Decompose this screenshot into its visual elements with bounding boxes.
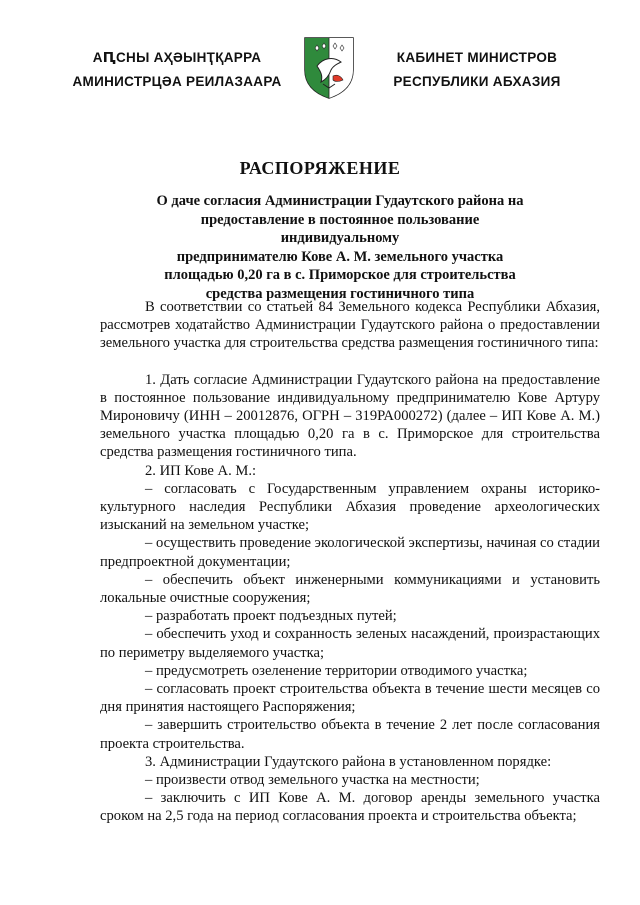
subject-line: площадью 0,20 га в с. Приморское для строительства — [164, 267, 516, 283]
document-header — [0, 36, 640, 106]
item-2-list-entry: – осуществить проведение экологической экспертизы, начиная со стадии предпроектной документации; — [100, 535, 600, 570]
item-3-heading: 3. Администрации Гудаутского района в установленном порядке: — [145, 753, 552, 770]
header-left-line: АМИНИСТРЦӘА РЕИЛАЗААРА — [72, 74, 282, 89]
subject-line: средства размещения гостиничного типа — [205, 285, 475, 302]
header-left-line: АԤСНЫ АҲӘЫНҬҚАРРА — [92, 50, 262, 65]
header-cabinet-of-ministers — [372, 46, 582, 94]
item-2-list-entry: – завершить строительство объекта в течение 2 лет после согласования проекта строительства. — [100, 717, 600, 752]
document-body — [100, 298, 600, 826]
item-2-list-entry: – согласовать проект строительства объекта в течение шести месяцев со дня принятия настоящего Распоряжения; — [100, 681, 600, 716]
item-2-heading: 2. ИП Кове А. М.: — [145, 462, 257, 479]
document-subject — [140, 192, 540, 303]
subject-line: предоставление в постоянное пользование индивидуальному — [200, 211, 480, 246]
header-abkhaz-administration — [62, 46, 292, 94]
header-right-line: КАБИНЕТ МИНИСТРОВ — [396, 50, 558, 65]
subject-line: предпринимателю Кове А. М. земельного участка — [176, 248, 504, 265]
item-2-list-entry: – согласовать с Государственным управлением охраны историко-культурного наследия Республики Абхазия проведение археологических изысканий на земельном участке; — [100, 480, 600, 534]
item-3-list-entry: – произвести отвод земельного участка на местности; — [145, 772, 480, 789]
item-2-list-entry: – обеспечить объект инженерными коммуникациями и установить локальные очистные сооружения; — [100, 571, 600, 607]
item-1-paragraph: 1. Дать согласие Администрации Гудаутского района на предоставление в постоянное пользование индивидуальному предпринимателю Кове Артуру Мироновичу (ИНН – 20012876, ОГРН – 319РА000272) (далее – ИП Кове А. М.) земельного участка площадью 0,20 га в с. Приморское для строительства средства размещения гостиничного типа. — [100, 371, 600, 461]
document-title: РАСПОРЯЖЕНИЕ — [239, 158, 401, 178]
item-2-list-entry: – разработать проект подъездных путей; — [145, 608, 397, 625]
item-2-list-entry: – обеспечить уход и сохранность зеленых насаждений, произрастающих по периметру выделяемого участка; — [100, 626, 600, 661]
subject-line: О даче согласия Администрации Гудаутского района на — [156, 193, 524, 209]
item-3-list-entry: – заключить с ИП Кове А. М. договор аренды земельного участка сроком на 2,5 года на период согласования проекта и строительства объекта; — [100, 790, 600, 825]
coat-of-arms-icon — [303, 36, 355, 100]
item-2-list-entry: – предусмотреть озеленение территории отводимого участка; — [145, 662, 528, 679]
header-right-line: РЕСПУБЛИКИ АБХАЗИЯ — [393, 74, 561, 89]
preamble-paragraph: В соответствии со статьей 84 Земельного кодекса Республики Абхазия, рассмотрев ходатайство Администрации Гудаутского района о предоставлении земельного участка для строительства средства размещения гостиничного типа: — [100, 299, 600, 352]
